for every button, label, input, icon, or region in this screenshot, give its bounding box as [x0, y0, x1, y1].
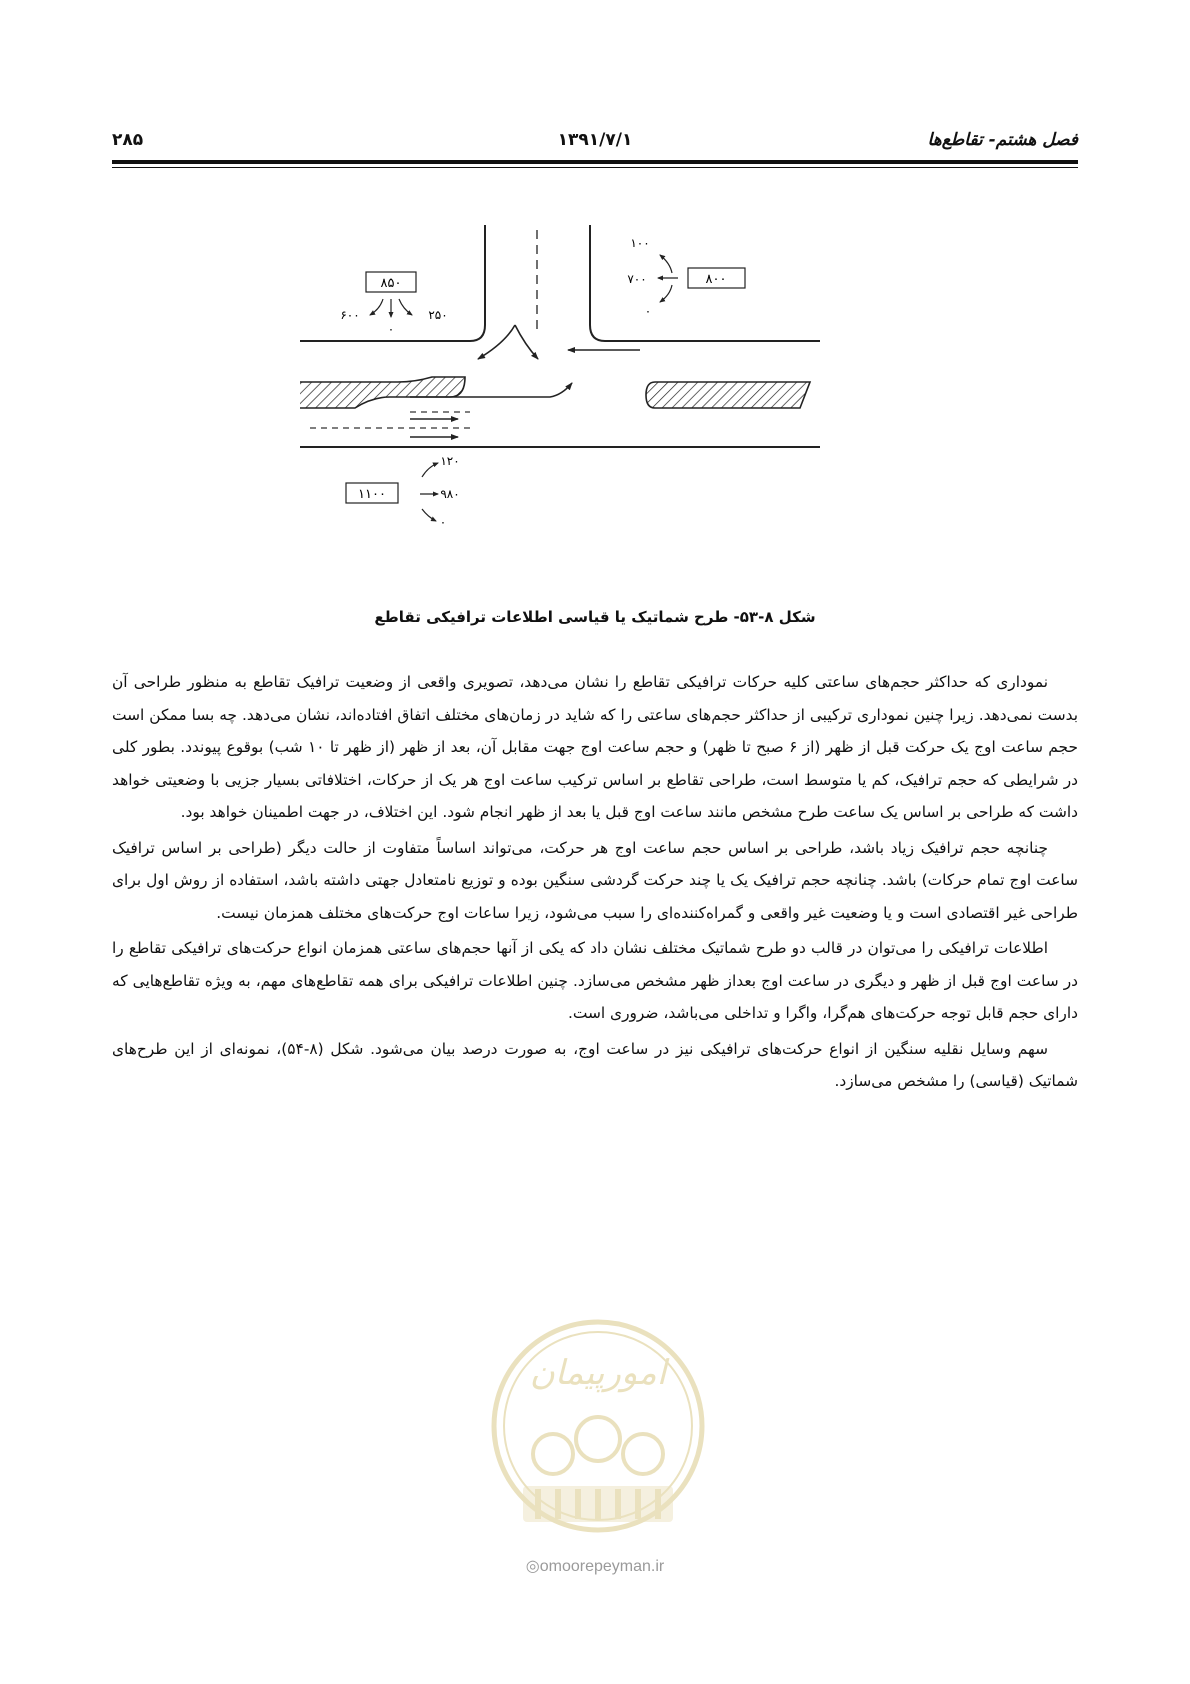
paragraph-4: سهم وسایل نقلیه سنگین از انواع حرکت‌های ترافیکی نیز در ساعت اوج، به صورت درصد بیان می‌شود. شکل (۸-۵۴)، نمونه‌ای از این طرح‌های شماتیک (قیاسی) را مشخص می‌سازد. — [112, 1039, 1078, 1090]
north-through: ۰ — [387, 322, 395, 336]
header-rule-thick — [112, 160, 1078, 164]
north-small-arrows — [370, 299, 412, 317]
east-total: ۸۰۰ — [705, 272, 727, 287]
page-number: ۲۸۵ — [112, 130, 144, 150]
header-rule-thin — [112, 167, 1078, 168]
right-island — [646, 382, 810, 408]
road-edges — [300, 225, 820, 447]
south-small-arrows — [420, 463, 438, 521]
south-mid: ۹۸۰ — [440, 487, 460, 501]
east-small-arrows — [658, 255, 678, 302]
north-total: ۸۵۰ — [380, 276, 402, 291]
page-header — [112, 128, 1078, 158]
north-left: ۶۰۰ — [340, 308, 360, 322]
at-icon: ◎ — [525, 1558, 540, 1575]
watermark-url-text: omoorepeyman.ir — [539, 1558, 665, 1575]
north-right: ۲۵۰ — [428, 308, 448, 322]
chapter-title: فصل هشتم- تقاطع‌ها — [927, 130, 1078, 150]
south-top: ۱۲۰ — [440, 454, 460, 468]
svg-text:امورپیمان: امورپیمان — [529, 1353, 667, 1393]
south-bottom: ۰ — [439, 515, 447, 529]
watermark-url — [480, 1556, 710, 1576]
body-text — [112, 666, 1078, 1101]
figure-caption: شکل ۸-۵۳- طرح شماتیک یا قیاسی اطلاعات ترافیکی تقاطع — [374, 608, 816, 626]
watermark-logo — [483, 1314, 713, 1559]
lane-lines — [310, 412, 470, 428]
south-total: ۱۱۰۰ — [358, 487, 386, 502]
east-top: ۱۰۰ — [630, 236, 650, 250]
east-bottom: ۰ — [644, 304, 652, 318]
paragraph-3: اطلاعات ترافیکی را می‌توان در قالب دو طرح شماتیک مختلف نشان داد که یکی از آنها حجم‌های ساعتی همزمان انواع حرکت‌های ترافیکی تقاطع را در ساعت اوج قبل از ظهر و دیگری در ساعت اوج بعداز ظهر مشخص می‌سازد. چنین اطلاعات ترافیکی برای همه تقاطع‌های مهم، به ویژه تقاطع‌هایی که دارای حجم قابل توجه حرکت‌های هم‌گرا، واگرا و تداخلی می‌باشد، ضروری است. — [112, 939, 1078, 1022]
header-date: ۱۳۹۱/۷/۱ — [557, 130, 633, 150]
left-island — [300, 377, 465, 408]
paragraph-2: چنانچه حجم ترافیک زیاد باشد، طراحی بر اساس حجم ساعت اوج هر حرکت، می‌تواند اساساً متفاوت از حالت دیگر (طراحی بر اساس ترافیک ساعت اوج تمام حرکات) باشد. چنانچه حجم ترافیک یک یا چند حرکت گردشی سنگین بوده و توزیع نامتعادل جهتی داشته باشد، استفاده از روش اول برای طراحی غیر اقتصادی است و یا وضعیت غیر واقعی و گمراه‌کننده‌ای را سبب می‌شود، زیرا ساعات اوج حرکت‌های مختلف همزمان نیست. — [112, 838, 1078, 922]
intersection-diagram — [300, 225, 890, 585]
paragraph-1: نموداری که حداکثر حجم‌های ساعتی کلیه حرکات ترافیکی تقاطع را نشان می‌دهد، تصویری واقعی از وضعیت ترافیک تقاطع به منظور طراحی آن بدست نمی‌دهد. زیرا چنین نموداری ترکیبی از حداکثر حجم‌های ساعتی را که شاید در زمان‌های مختلف اتفاق افتاده‌اند، نشان می‌دهد. چه بسا ممکن است حجم ساعت اوج یک حرکت قبل از ظهر (از ۶ صبح تا ظهر) و حجم ساعت اوج جهت مقابل آن، بعد از ظهر (از ظهر تا ۱۰ شب) بوقوع پیوندد. بطور کلی در شرایطی که حجم ترافیک، کم یا متوسط است، طراحی تقاطع بر اساس ترکیب ساعت اوج هر یک از حرکات، اختلافاتی بسیار جزیی با وضعیتی خواهد داشت که طراحی بر اساس یک ساعت طرح مشخص مانند ساعت اوج قبل یا بعد از ظهر انجام شود. این اختلاف، در جهت اطمینان خواهد بود. — [112, 673, 1079, 821]
east-mid: ۷۰۰ — [627, 272, 647, 286]
